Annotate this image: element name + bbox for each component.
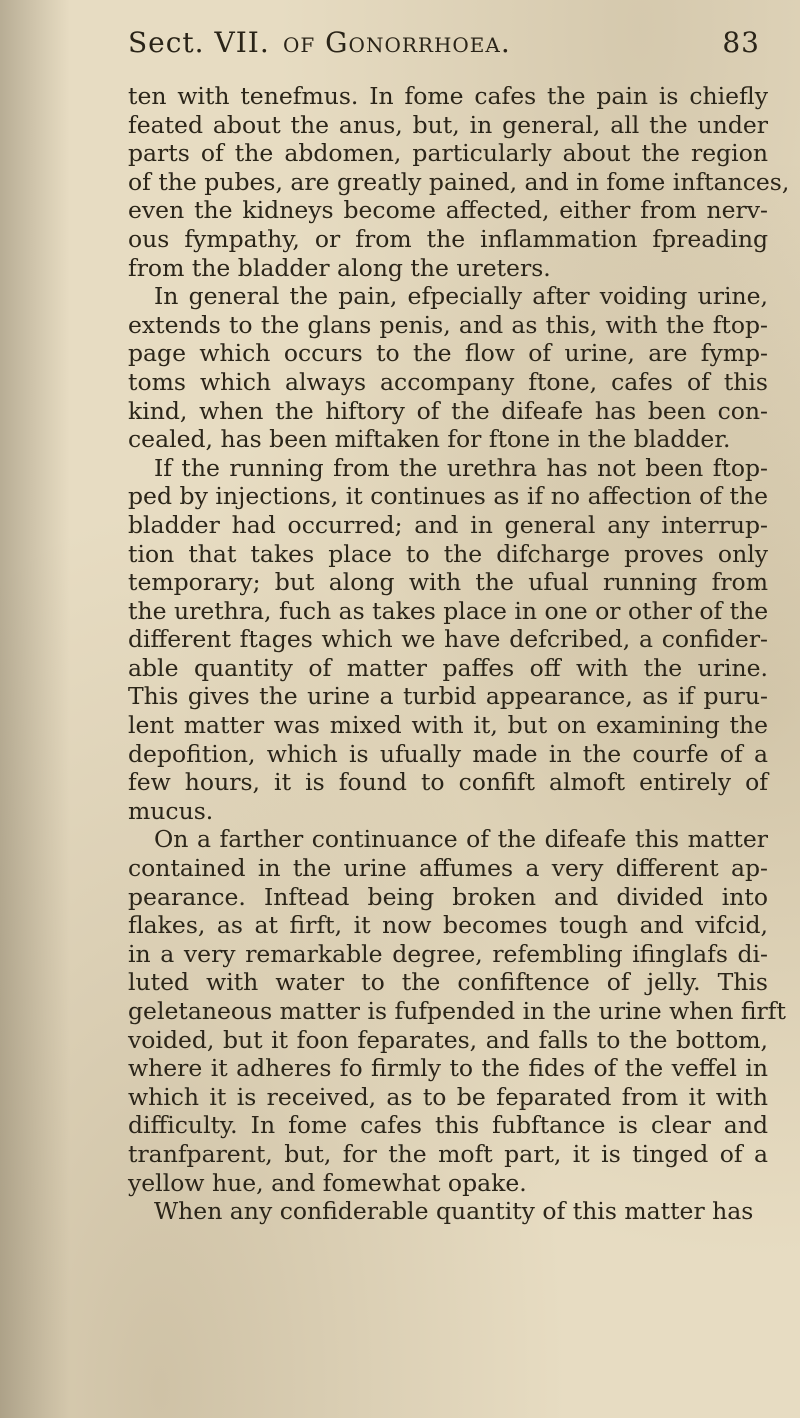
text-line: which it is received, as to be feparated from it with [128, 1082, 768, 1111]
text-line: even the kidneys become affected, either from nerv- [128, 196, 768, 225]
text-line: If the running from the urethra has not been ftop- [154, 453, 768, 482]
text-line: parts of the abdomen, particularly about the region [128, 139, 768, 168]
text-line: page which occurs to the flow of urine, are fymp- [128, 339, 768, 368]
text-line: mucus. [128, 796, 214, 825]
text-line: toms which always accompany ftone, cafes of this [128, 367, 768, 396]
text-line: different ftages which we have defcribed, a confider- [128, 625, 768, 654]
text-line: In general the pain, efpecially after voiding urine, [154, 282, 768, 311]
text-line: pearance. Inftead being broken and divided into [128, 882, 768, 911]
text-line: extends to the glans penis, and as this, with the ftop- [128, 310, 768, 339]
text-line: tranfparent, but, for the moft part, it is tinged of a [128, 1139, 768, 1168]
text-line: ped by injections, it continues as if no affection of the [128, 482, 768, 511]
text-line: flakes, as at firft, it now becomes tough and vifcid, [128, 911, 768, 940]
text-line: contained in the urine affumes a very different ap- [128, 854, 768, 883]
text-line: depofition, which is ufually made in the courfe of a [128, 739, 768, 768]
text-line: from the bladder along the ureters. [128, 253, 551, 282]
body-text [128, 82, 790, 1226]
text-line: where it adheres fo firmly to the fides of the veffel in [128, 1054, 768, 1083]
text-line: On a farther continuance of the difeafe this matter [154, 825, 768, 854]
text-line: When any confiderable quantity of this matter has [154, 1197, 754, 1226]
text-line: This gives the urine a turbid appearance, as if puru- [128, 682, 768, 711]
text-line: difficulty. In fome cafes this fubftance is clear and [128, 1111, 768, 1140]
text-line: lent matter was mixed with it, but on examining the [128, 711, 768, 740]
text-line: yellow hue, and fomewhat opake. [128, 1168, 527, 1197]
text-line: cealed, has been miftaken for ftone in the bladder. [128, 425, 731, 454]
text-line: able quantity of matter paffes off with the urine. [128, 653, 768, 682]
text-line: voided, but it foon feparates, and falls to the bottom, [128, 1025, 768, 1054]
text-line: few hours, it is found to confift almoft entirely of [128, 768, 768, 797]
section-label: Sect. VII. [128, 26, 270, 59]
text-line: geletaneous matter is fufpended in the urine when firft [128, 997, 786, 1025]
text-line: ous fympathy, or from the inflammation fpreading [128, 224, 768, 253]
page-gutter-shadow [0, 0, 70, 1418]
text-line: bladder had occurred; and in general any interrup- [128, 510, 768, 539]
text-line: kind, when the hiftory of the difeafe has been con- [128, 396, 768, 425]
text-line: ten with tenefmus. In fome cafes the pain is chiefly [128, 82, 768, 110]
page-number: 83 [722, 26, 760, 59]
text-line: luted with water to the confiftence of jelly. This [128, 968, 768, 997]
text-line: the urethra, fuch as takes place in one or other of the [128, 596, 769, 625]
running-header [128, 26, 760, 70]
text-line: in a very remarkable degree, refembling ifinglafs di- [128, 939, 768, 968]
text-line: feated about the anus, but, in general, all the under [128, 110, 768, 139]
text-line: tion that takes place to the difcharge proves only [128, 539, 768, 568]
text-line: of the pubes, are greatly pained, and in fome inftances, [128, 167, 790, 196]
text-line: temporary; but along with the ufual running from [128, 568, 768, 597]
running-title: of Gonorrhoea. [283, 26, 511, 59]
